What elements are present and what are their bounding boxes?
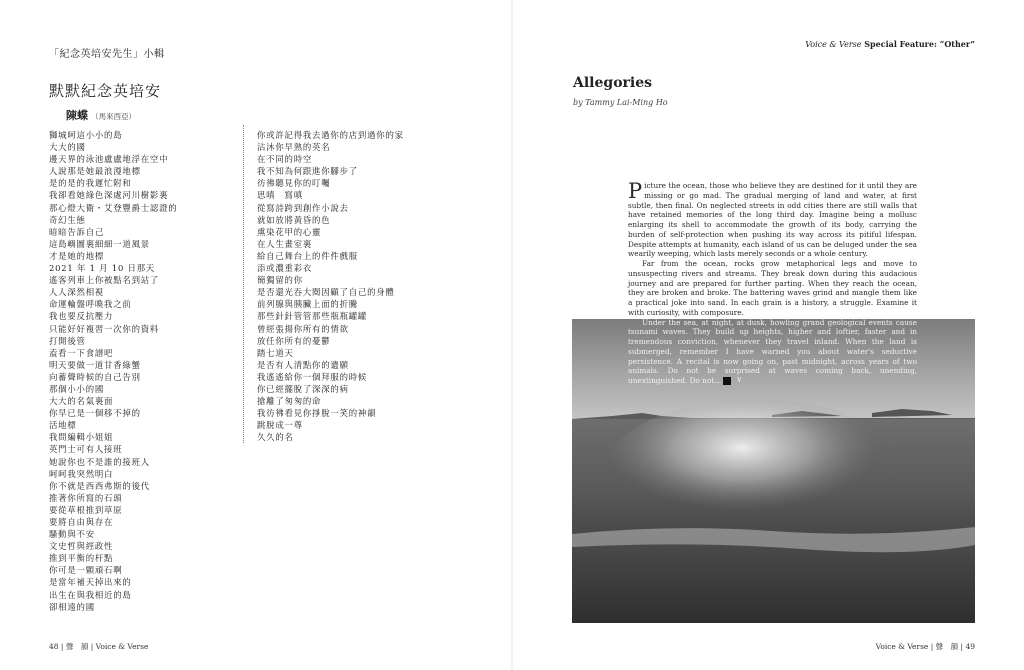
poem-line: 文史哲與經政性: [49, 541, 114, 552]
column-title: 「紀念英培安先生」小輯: [49, 49, 165, 60]
paragraph-3: [628, 318, 917, 386]
poem-line: 沾沐你早熟的英名: [257, 142, 331, 153]
poem-line: 添或濃重彩衣: [257, 263, 313, 274]
poem-line: 在人生畫室裏: [257, 238, 313, 249]
article-byline: by Tammy Lai-Ming Ho: [573, 98, 668, 107]
running-header: [805, 39, 975, 49]
poem-line: 大大的國: [49, 142, 86, 153]
poem-line: 思嗔 寫嗔: [257, 190, 303, 201]
poem-line: 我卻看她綠色深處河川樹影裏: [49, 190, 169, 201]
article-body: [628, 181, 917, 386]
poem-line: 大大的名氣裏面: [49, 396, 114, 407]
poem-line: 從寫詩跨到創作小說去: [257, 202, 349, 213]
page-gutter: [511, 0, 513, 670]
poem-line: 是當年補天掉出來的: [49, 577, 132, 588]
page-footer-left: 48 | 聲 韻 | Voice & Verse: [49, 642, 149, 651]
poem-line: 給自己舞台上的件件戲服: [257, 250, 358, 261]
header-feature: Special Feature: “Other”: [861, 39, 975, 49]
poem-column-2: [257, 129, 404, 443]
poem-line: 邊天界的泳池盧盧地浮在空中: [49, 154, 169, 165]
end-mark: V: [723, 377, 731, 385]
poem-line: 是否還光吞大閱因顧了自己的身體: [257, 287, 395, 298]
poem-line: 久久的名: [257, 432, 294, 443]
poem-line: 前列腺與胰臟上面的折騰: [257, 299, 358, 310]
poem-line: 你已經擺脫了深深的病: [257, 383, 349, 394]
poem-line: 人說那是她最浪漫地標: [49, 166, 141, 177]
poem-line: 她說你也不是誰的接班人: [49, 456, 150, 467]
poem-line: 就如放將黃昏的色: [257, 214, 331, 225]
article-title: Allegories: [573, 75, 653, 91]
poem-line: 呵呵我突然明白: [49, 468, 114, 479]
poem-line: 搶離了匆匆的命: [257, 396, 322, 407]
poem-line: 暗暗告訴自己: [49, 226, 105, 237]
author-place: （馬來西亞）: [91, 112, 136, 121]
poem-line: 騷動與不安: [49, 529, 95, 540]
poem-line: 你不就是西西弗斯的後代: [49, 480, 150, 491]
paragraph-1: [628, 181, 917, 259]
poem-line: 是的是的我遲忙附和: [49, 178, 132, 189]
poem-line: 你或許記得我去過你的店到過你的家: [257, 130, 404, 140]
poem-line: 彷彿聽見你的叮囑: [257, 178, 331, 189]
poem-line: 才是她的地標: [49, 250, 105, 261]
poem-line: 我不知為何跟進你腳步了: [257, 166, 358, 177]
poem-line: 只能好好複習一次你的資料: [49, 323, 160, 334]
poem-line: 那個小小的國: [49, 383, 105, 394]
poem-line: 打開後管: [49, 335, 86, 346]
poem-line: 向蓄聲時候的自己告別: [49, 371, 141, 382]
poem-line: 出生在與我相近的島: [49, 589, 132, 600]
header-magazine: Voice & Verse: [805, 40, 862, 49]
poem-line: 卻相遠的國: [49, 601, 95, 612]
poem-line: 2021 年 1 月 10 日那天: [49, 263, 156, 274]
poem-title: 默默紀念英培安: [49, 82, 162, 100]
poem-line: 獅城呵這小小的島: [49, 130, 123, 140]
poem-column-1: [49, 129, 177, 613]
poem-line: 我遙遙給你一個拜服的時候: [257, 371, 368, 382]
poem-line: 奇幻生態: [49, 214, 86, 225]
poem-line: 英門士可有人接班: [49, 444, 123, 455]
poem-line: 要將自由與存在: [49, 517, 114, 527]
poem-line: 我也要反抗壓力: [49, 311, 114, 322]
poem-line: 這島嶼圖裏細細一道風景: [49, 238, 150, 249]
poem-line: 人人深然相視: [49, 287, 105, 298]
drop-cap: P: [628, 179, 643, 203]
poem-line: 遙客列車上你被點名到站了: [49, 275, 160, 286]
page-footer-right: Voice & Verse | 聲 韻 | 49: [875, 642, 975, 651]
poem-line: 是否有人清點你的遺願: [257, 359, 349, 370]
author-name: 陳蝶: [66, 109, 88, 122]
poem-line: 那些針針管管那些瓶瓶罐罐: [257, 311, 368, 322]
poem-line: 我彷彿看見你掙脫一笑的神韻: [257, 408, 377, 419]
poem-line: 活地標: [49, 420, 77, 431]
poem-line: 在不同的時空: [257, 154, 313, 165]
paragraph-3-text: Under the sea, at night, at dusk, howling grand geological events cause tsunami waves. They build up heights, higher and loftier, faster and in tremendous conviction, whenever they travel inland. When the land is submerged, remember I have warned you about water's seductive persistence. A recital is now going on, past midnight, across years of two animals. Do not be surprised at waves coming back, unending, unextinguished. Do not...: [628, 317, 917, 385]
poem-line: 簡獨留的你: [257, 275, 303, 286]
poem-line: 要從草根推到草原: [49, 504, 123, 515]
poem-line: 曾經張揚你所有的情欲: [257, 323, 349, 334]
poem-line: 你早已是一個移不掉的: [49, 408, 141, 419]
poem-line: 明天要做一道甘香綠蟹: [49, 359, 141, 370]
poem-line: 我問編輯小姐姐: [49, 432, 114, 443]
poem-line: 你可是一顆頑石啊: [49, 565, 123, 576]
poem-line: 推著你所寫的石頭: [49, 492, 123, 503]
poem-line: 那心燈大衛・艾登豐爵士認證的: [49, 202, 178, 213]
poem-line: 踏七道天: [257, 347, 294, 358]
poem-line: 跳脫成一尊: [257, 420, 303, 431]
column-divider: [243, 125, 244, 443]
poem-line: 放任你所有的憂鬱: [257, 335, 331, 346]
poem-line: 熏染花甲的心靈: [257, 226, 322, 237]
paragraph-1-text: icture the ocean, those who believe they are destined for it until they are missing or go mad. The gradual merging of land and water, at first subtle, then final. On neglected streets in odd cities there are still walls that have retained memories of the long third day. Imagine being a mollusc enlarging its shell to accommodate the growth of its body, carrying the burden of self-protection when pushing its way across its pitiful lifespan. Despite attempts at humanity, each island of us can be deluged under the sea wearily weeping, which lasts merely seconds or a whole century.: [628, 181, 917, 259]
poem-author: [66, 107, 136, 123]
paragraph-2: Far from the ocean, rocks grow metaphorical legs and move to unsuspecting rivers and streams. They break down during this audacious journey and are prepared for further parting. When they reach the ocean, they are broken and broke. The battering waves grind and mangle them like a practical joke into sand. In each grain is a history, a struggle. Examine it with curiosity, with composure.: [628, 259, 917, 317]
poem-line: 盍看一下食譜吧: [49, 347, 114, 358]
poem-line: 推到平衡的杆點: [49, 553, 114, 564]
poem-line: 命運輪盤呼喚我之前: [49, 299, 132, 310]
